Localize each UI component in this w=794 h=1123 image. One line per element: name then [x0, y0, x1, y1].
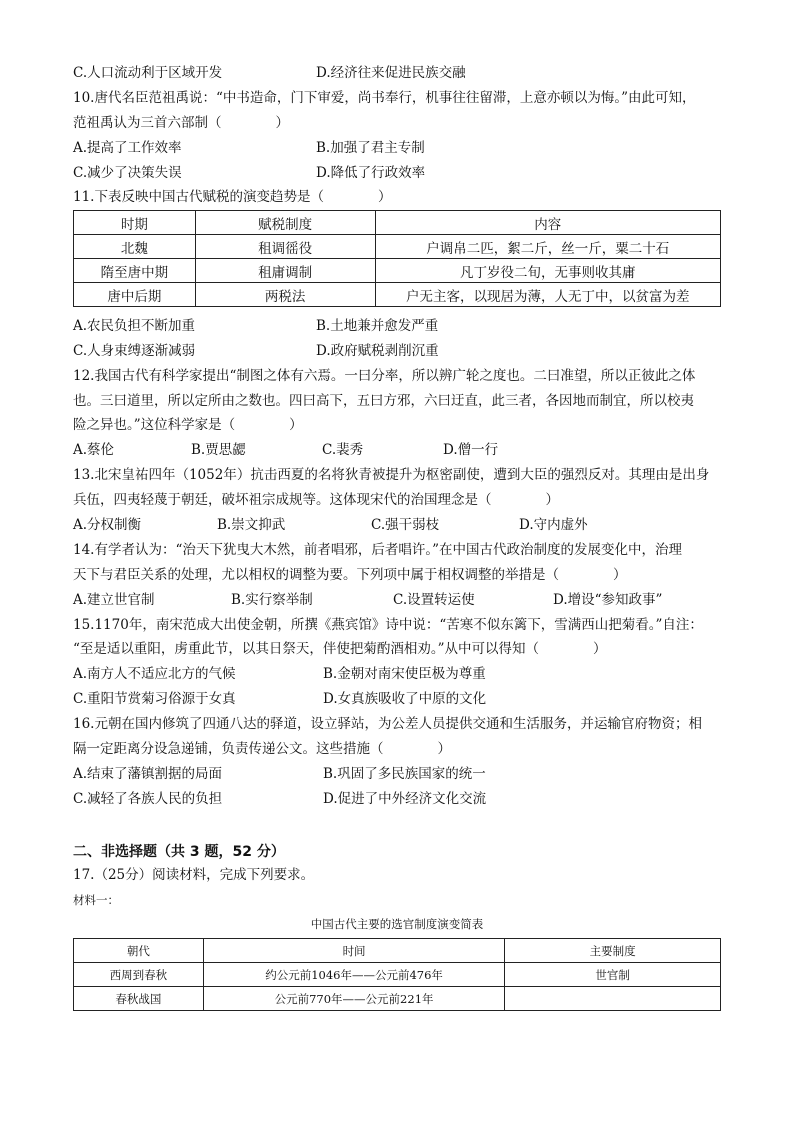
q12-option-a: A.蔡伦 [73, 442, 115, 458]
q14-stem-line2: 天下与君臣关系的处理，尤以相权的调整为要。下列项中属于相权调整的举措是（ ） [73, 567, 627, 583]
q15-option-c: C.重阳节赏菊习俗源于女真 [73, 691, 236, 707]
selection-system-table [73, 938, 721, 1011]
table-header-cell: 朝代 [74, 939, 204, 963]
q16-option-d: D.促进了中外经济文化交流 [323, 791, 487, 807]
section-title: 二、非选择题（共 3 题，52 分） [73, 844, 285, 860]
q11-option-d: D.政府赋税剥削沉重 [316, 343, 439, 359]
table-header-cell: 内容 [375, 211, 720, 235]
q9-option-c: C.人口流动利于区域开发 [73, 65, 223, 81]
table-cell: 租调徭役 [195, 235, 375, 259]
table-cell: 户无主客，以现居为薄，人无丁中，以贫富为差 [375, 283, 720, 307]
q13-option-c: C.强干弱枝 [371, 517, 440, 533]
q14-option-d: D.增设“参知政事” [553, 592, 663, 608]
table-cell: 租庸调制 [195, 259, 375, 283]
q12-option-c: C.裴秀 [322, 442, 364, 458]
q10-option-c: C.减少了决策失误 [73, 165, 182, 181]
q12-option-b: B.贾思勰 [191, 442, 246, 458]
q15-stem-line2: “至是适以重阳，虏重此节，以其日祭天，伴使把菊酌酒相劝。”从中可以得知（ ） [73, 641, 607, 657]
q15-option-a: A.南方人不适应北方的气候 [73, 666, 236, 682]
q13-option-a: A.分权制衡 [73, 517, 142, 533]
q11-stem: 11.下表反映中国古代赋税的演变趋势是（ ） [73, 189, 392, 205]
table-cell: 唐中后期 [74, 283, 196, 307]
table-row [74, 283, 721, 307]
q12-stem-line1: 12.我国古代有科学家提出“制图之体有六焉。一曰分率，所以辨广轮之度也。二曰准望，所以正彼此之体 [73, 368, 696, 384]
q10-stem-line2: 范祖禹认为三首六部制（ ） [73, 115, 289, 131]
table-header-row [74, 939, 721, 963]
table-header-cell: 赋税制度 [195, 211, 375, 235]
table-header-cell: 主要制度 [505, 939, 721, 963]
table-cell: 约公元前1046年——公元前476年 [203, 963, 505, 987]
q12-stem-line2: 也。三曰道里，所以定所由之数也。四曰高下，五曰方邪，六曰迂直，此三者，各因地而制宜，所以校夷 [73, 393, 694, 409]
q12-stem-line3: 险之异也。”这位科学家是（ ） [73, 417, 303, 433]
q14-option-c: C.设置转运使 [393, 592, 475, 608]
table-cell: 隋至唐中期 [74, 259, 196, 283]
q9-option-d: D.经济往来促进民族交融 [316, 65, 466, 81]
q15-option-d: D.女真族吸收了中原的文化 [323, 691, 487, 707]
table-cell: 春秋战国 [74, 987, 204, 1011]
table-cell: 两税法 [195, 283, 375, 307]
q10-stem-line1: 10.唐代名臣范祖禹说：“中书造命，门下审爱，尚书奉行，机事往往留滞，上意亦顿以为悔。”由此可知， [73, 90, 696, 106]
q17-stem: 17.（25分）阅读材料，完成下列要求。 [73, 867, 315, 883]
q15-stem-line1: 15.1170年，南宋范成大出使金朝，所撰《燕宾馆》诗中说：“苦寒不似东篱下，雪满西山把菊看。”自注： [73, 617, 703, 633]
table-cell [505, 987, 721, 1011]
table-cell: 北魏 [74, 235, 196, 259]
material-label: 材料一： [73, 893, 119, 907]
q10-option-b: B.加强了君主专制 [316, 140, 425, 156]
q11-option-c: C.人身束缚逐渐减弱 [73, 343, 196, 359]
q12-option-d: D.僧一行 [443, 442, 499, 458]
q14-option-b: B.实行察举制 [231, 592, 313, 608]
table-header-cell: 时间 [203, 939, 505, 963]
table-cell: 西周到春秋 [74, 963, 204, 987]
q16-stem-line1: 16.元朝在国内修筑了四通八达的驿道，设立驿站，为公差人员提供交通和生活服务，并运输官府物资；相 [73, 716, 702, 732]
q11-option-b: B.土地兼并愈发严重 [316, 318, 439, 334]
table-cell: 凡丁岁役二旬，无事则收其庸 [375, 259, 720, 283]
q16-stem-line2: 隔一定距离分设急递铺，负责传递公文。这些措施（ ） [73, 741, 451, 757]
q16-option-c: C.减轻了各族人民的负担 [73, 791, 223, 807]
q15-option-b: B.金朝对南宋使臣极为尊重 [323, 666, 486, 682]
q16-option-a: A.结束了藩镇割据的局面 [73, 766, 223, 782]
table-cell: 公元前770年——公元前221年 [203, 987, 505, 1011]
table-row [74, 987, 721, 1011]
q11-tax-table [73, 210, 721, 307]
q11-option-a: A.农民负担不断加重 [73, 318, 196, 334]
q13-stem-line1: 13.北宋皇祐四年（1052年）抗击西夏的名将狄青被提升为枢密副使，遭到大臣的强烈反对。其理由是出身 [73, 467, 710, 483]
q13-option-d: D.守内虚外 [519, 517, 588, 533]
table-header-row [74, 211, 721, 235]
q13-option-b: B.崇文抑武 [217, 517, 286, 533]
q14-option-a: A.建立世官制 [73, 592, 155, 608]
q14-stem-line1: 14.有学者认为：“治天下犹曳大木然，前者唱邪，后者唱许。”在中国古代政治制度的发展变化中，治理 [73, 542, 683, 558]
table-caption: 中国古代主要的选官制度演变简表 [310, 917, 484, 931]
q10-option-d: D.降低了行政效率 [316, 165, 426, 181]
table-row [74, 235, 721, 259]
table-row [74, 259, 721, 283]
table-row [74, 963, 721, 987]
q13-stem-line2: 兵伍，四夷轻蔑于朝廷，破坏祖宗成规等。这体现宋代的治国理念是（ ） [73, 492, 559, 508]
table-header-cell: 时期 [74, 211, 196, 235]
table-cell: 户调帛二匹，絮二斤，丝一斤，粟二十石 [375, 235, 720, 259]
table-cell: 世官制 [505, 963, 721, 987]
q16-option-b: B.巩固了多民族国家的统一 [323, 766, 486, 782]
q10-option-a: A.提高了工作效率 [73, 140, 182, 156]
